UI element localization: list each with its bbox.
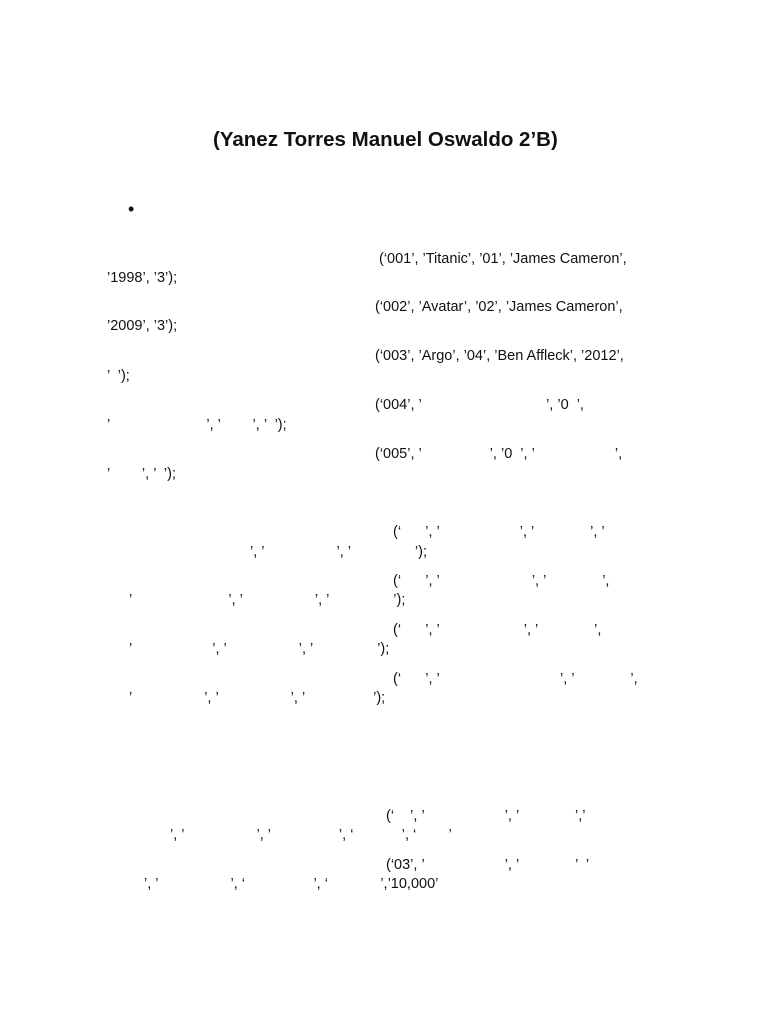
insert-line-continuation: ’ ’, ’ ’, ’ ’); [129,592,406,608]
insert-line: (‘ ’, ’ ’, ’ ’, ’ [393,524,605,540]
insert-line-continuation: ’, ’ ’, ’ ’, ‘ ’, ‘ ’ [170,827,452,843]
insert-line-continuation: ’ ’, ’ ’, ’ ’); [129,641,390,657]
insert-line-continuation: ’, ’ ’, ’ ’); [250,544,427,560]
insert-line: (‘03’, ’ ’, ’ ’ ’ [386,857,590,873]
insert-line: (‘ ’, ’ ’, ’ ’,’ [386,808,586,824]
insert-line: (‘005’, ’ ’, ’0 ’, ’ ’, [375,446,623,462]
insert-line: (‘004’, ’ ’, ’0 ’, [375,397,584,413]
insert-line: (‘003’, ’Argo’, ’04’, ’Ben Affleck’, ’2012’, [375,348,624,364]
insert-line: (‘ ’, ’ ’, ’ ’, [393,671,638,687]
insert-line: (‘ ’, ’ ’, ’ ’, [393,622,602,638]
insert-line: (‘002’, ’Avatar’, ’02’, ’James Cameron’, [375,299,623,315]
insert-line-continuation: ’1998’, ’3’); [107,270,178,286]
insert-line: (‘001’, ’Titanic’, ’01’, ’James Cameron’, [379,251,627,267]
insert-line-continuation: ’ ’, ’ ’); [107,466,177,482]
insert-line-continuation: ’2009’, ’3’); [107,318,178,334]
insert-line-continuation: ’ ’, ’ ’, ’ ’); [107,417,287,433]
bullet-point: • [128,199,135,219]
insert-line-continuation: ’ ’, ’ ’, ’ ’); [129,690,386,706]
page-title: (Yanez Torres Manuel Oswaldo 2’B) [213,128,558,151]
insert-line: (‘ ’, ’ ’, ’ ’, [393,573,610,589]
insert-line-continuation: ’, ’ ’, ‘ ’, ‘ ’,’10,000’ [144,876,439,892]
insert-line-continuation: ’ ’); [107,368,130,384]
